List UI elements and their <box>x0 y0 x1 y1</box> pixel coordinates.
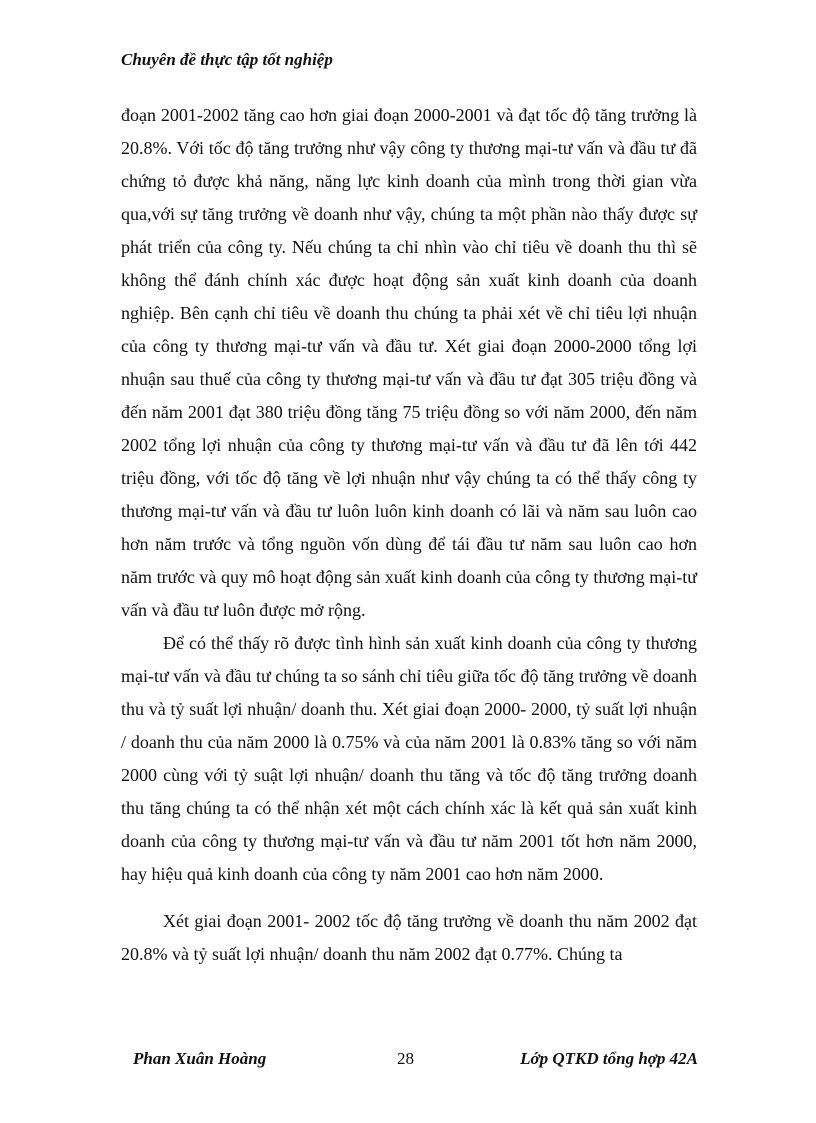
page-header-title: Chuyên đề thực tập tốt nghiệp <box>121 50 333 69</box>
paragraph: Xét giai đoạn 2001- 2002 tốc độ tăng trưởng về doanh thu năm 2002 đạt 20.8% và tỷ suất lợi nhuận/ doanh thu năm 2002 đạt 0.77%. Chúng ta <box>121 911 697 964</box>
page-number: 28 <box>397 1049 414 1068</box>
page-footer <box>0 1049 816 1073</box>
footer-author: Phan Xuân Hoàng <box>133 1049 267 1068</box>
paragraph: đoạn 2001-2002 tăng cao hơn giai đoạn 2000-2001 và đạt tốc độ tăng trưởng là 20.8%. Với tốc độ tăng trưởng như vậy công ty thương mại-tư vấn và đầu tư đã chứng tỏ được khả năng, năng lực kinh doanh của mình trong thời gian vừa qua,với sự tăng trưởng về doanh như vậy, chúng ta một phần nào thấy được sự phát triển của công ty. Nếu chúng ta chỉ nhìn vào chỉ tiêu về doanh thu thì sẽ không thể đánh chính xác được hoạt động sản xuất kinh doanh của doanh nghiệp. Bên cạnh chỉ tiêu về doanh thu chúng ta phải xét về chỉ tiêu lợi nhuận của công ty thương mại-tư vấn và đầu tư. Xét giai đoạn 2000-2000 tổng lợi nhuận sau thuế của công ty thương mại-tư vấn và đầu tư đạt 305 triệu đồng và đến năm 2001 đạt 380 triệu đồng tăng 75 triệu đồng so với năm 2000, đến năm 2002 tổng lợi nhuận của công ty thương mại-tư vấn và đầu tư đã lên tới 442 triệu đồng, với tốc độ tăng về lợi nhuận như vậy chúng ta có thể thấy công ty thương mại-tư vấn và đầu tư luôn luôn kinh doanh có lãi và năm sau luôn cao hơn năm trước và tổng nguồn vốn dùng để tái đầu tư năm sau luôn cao hơn năm trước và quy mô hoạt động sản xuất kinh doanh của công ty thương mại-tư vấn và đầu tư luôn được mở rộng. <box>121 105 697 620</box>
body-text <box>121 99 697 971</box>
paragraph: Để có thể thấy rõ được tình hình sản xuất kinh doanh của công ty thương mại-tư vấn và đầu tư chúng ta so sánh chỉ tiêu giữa tốc độ tăng trưởng về doanh thu và tỷ suất lợi nhuận/ doanh thu. Xét giai đoạn 2000- 2000, tỷ suất lợi nhuận / doanh thu của năm 2000 là 0.75% và của năm 2001 là 0.83% tăng so với năm 2000 cùng với tỷ suật lợi nhuận/ doanh thu tăng và tốc độ tăng trưởng doanh thu tăng chúng ta có thể nhận xét một cách chính xác là kết quả sản xuất kinh doanh của công ty thương mại-tư vấn và đầu tư năm 2001 tốt hơn năm 2000, hay hiệu quả kinh doanh của công ty năm 2001 cao hơn năm 2000. <box>121 633 697 884</box>
footer-class-name: Lớp QTKD tổng hợp 42A <box>520 1049 698 1068</box>
